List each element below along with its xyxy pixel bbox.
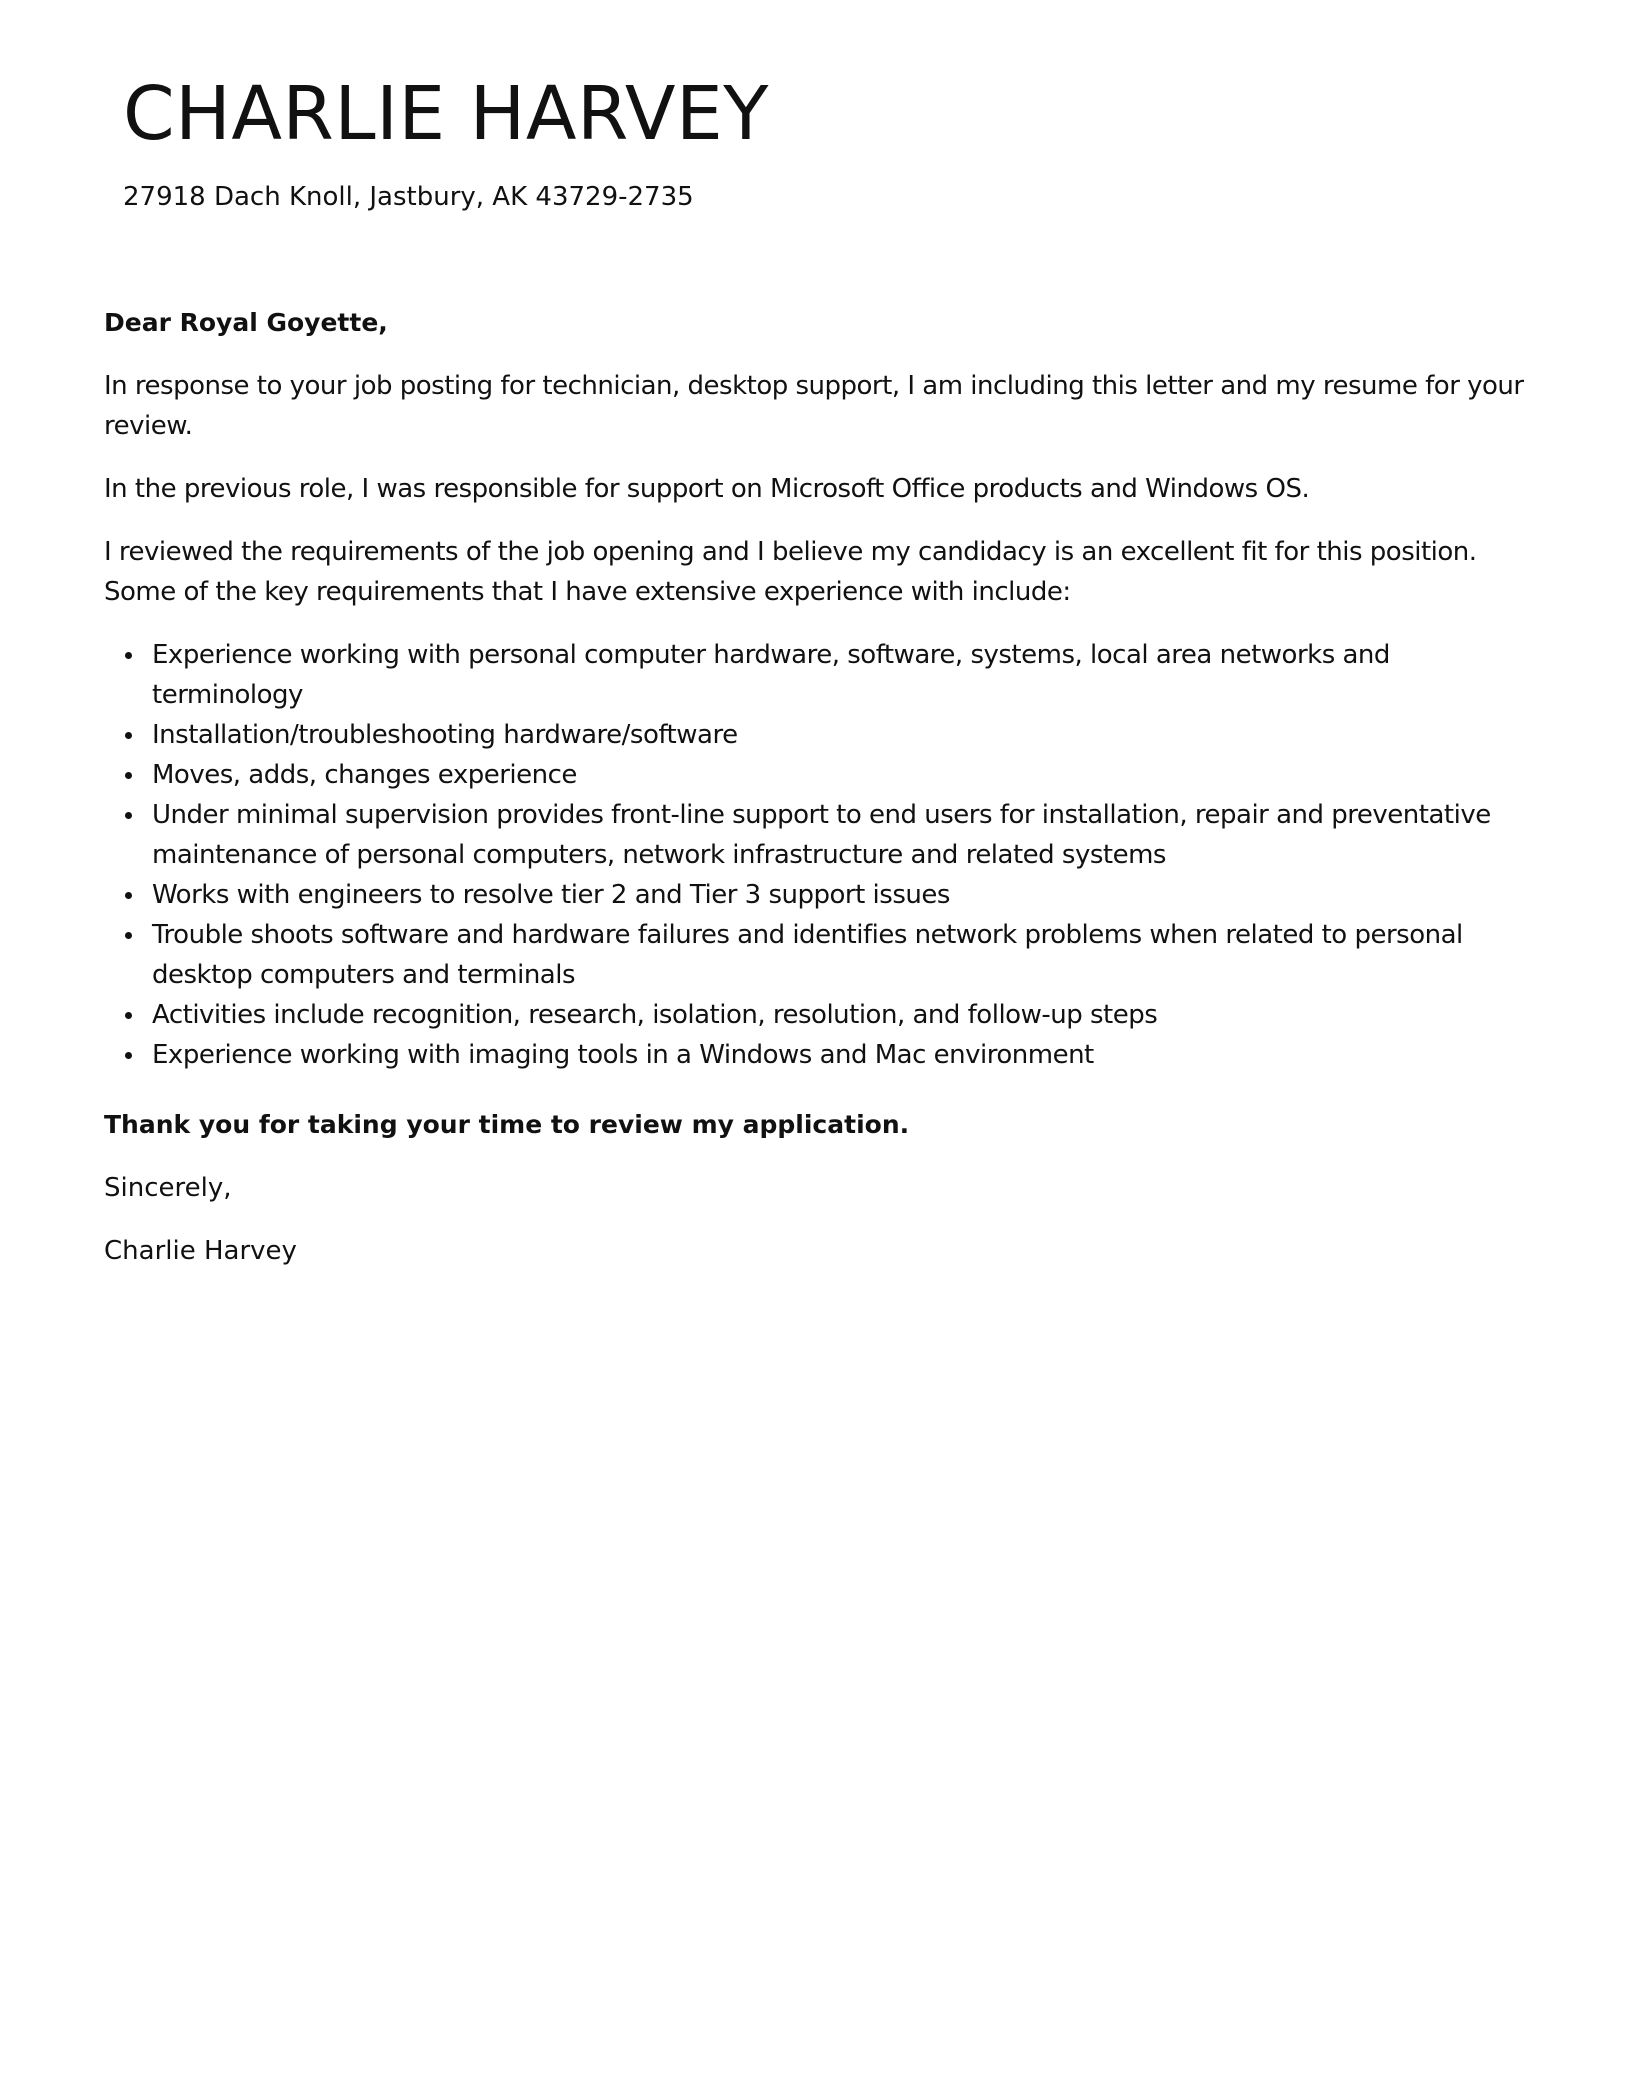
signature: Charlie Harvey [104,1236,297,1266]
bullet-icon [125,1052,132,1059]
list-item [152,875,1544,915]
list-item-text: Experience working with imaging tools in a Windows and Mac environment [152,1040,1094,1070]
list-item [152,755,1544,795]
bullet-icon [125,892,132,899]
list-item [152,995,1544,1035]
letter-body [104,303,1544,1294]
list-item [152,635,1544,715]
list-item-text: Trouble shoots software and hardware failures and identifies network problems when related to personal desktop computers and terminals [152,920,1463,990]
list-item [152,1035,1544,1075]
thank-you-line: Thank you for taking your time to review my application. [104,1110,910,1139]
list-item [152,715,1544,755]
list-item-text: Works with engineers to resolve tier 2 and Tier 3 support issues [152,880,950,910]
list-item-text: Installation/troubleshooting hardware/software [152,720,738,750]
list-item-text: Moves, adds, changes experience [152,760,577,790]
list-item-text: Activities include recognition, research, isolation, resolution, and follow-up steps [152,1000,1158,1030]
bullet-icon [125,732,132,739]
bullet-icon [125,1012,132,1019]
requirements-list [104,635,1544,1075]
list-item-text: Under minimal supervision provides front-line support to end users for installation, repair and preventative maintenance of personal computers, network infrastructure and related systems [152,800,1491,870]
list-item [152,915,1544,995]
letter-header [123,70,1552,215]
salutation: Dear Royal Goyette, [104,308,388,337]
paragraph-previous-role: In the previous role, I was responsible for support on Microsoft Office products and Windows OS. [104,474,1310,504]
bullet-icon [125,652,132,659]
applicant-address: 27918 Dach Knoll, Jastbury, AK 43729-2735 [123,181,694,212]
closing: Sincerely, [104,1173,232,1203]
bullet-icon [125,812,132,819]
list-item-text: Experience working with personal computer hardware, software, systems, local area networks and terminology [152,640,1390,710]
applicant-name: CHARLIE HARVEY [123,71,769,157]
paragraph-requirements: I reviewed the requirements of the job opening and I believe my candidacy is an excellent fit for this position. Some of the key requirements that I have extensive experience with include: [104,537,1477,607]
bullet-icon [125,932,132,939]
list-item [152,795,1544,875]
bullet-icon [125,772,132,779]
paragraph-intro: In response to your job posting for technician, desktop support, I am including this letter and my resume for your review. [104,371,1524,441]
